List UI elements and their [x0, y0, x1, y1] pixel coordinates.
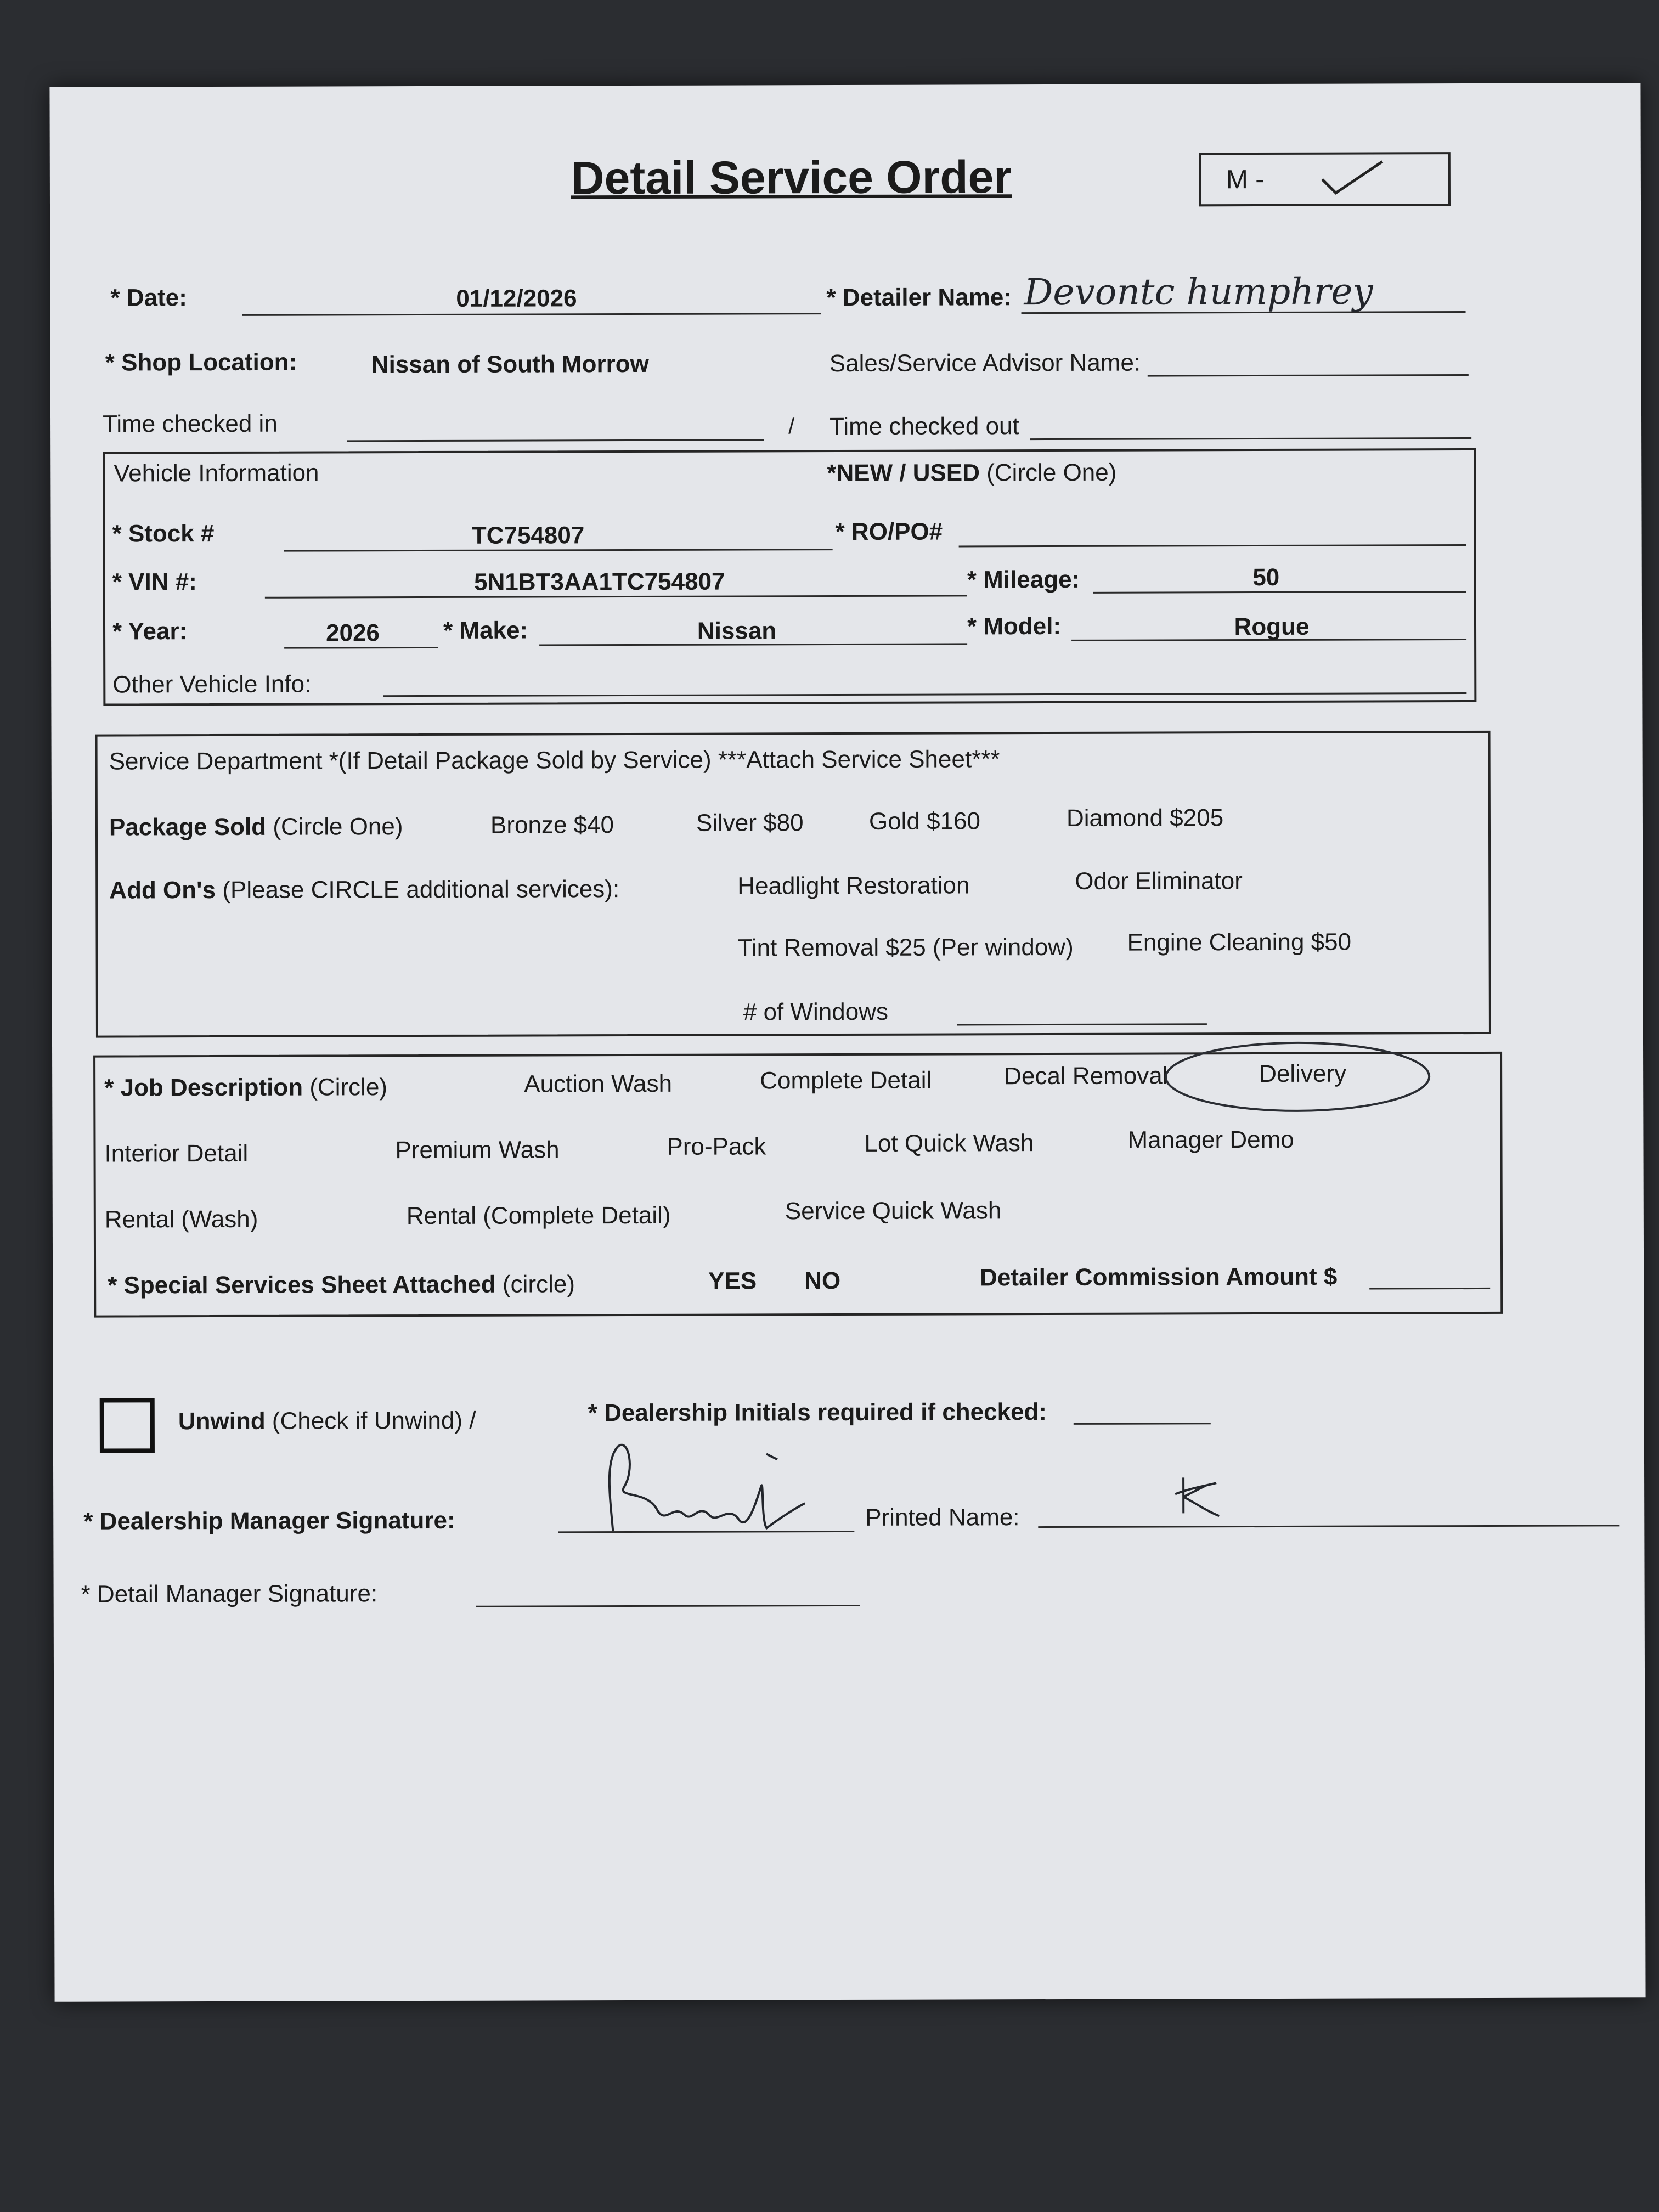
package-silver: Silver $80	[696, 809, 804, 837]
m-box-label: M -	[1226, 165, 1265, 195]
job-auction-wash: Auction Wash	[524, 1070, 673, 1098]
initials-label: * Dealership Initials required if checked:	[588, 1398, 1047, 1427]
addons-note: (Please CIRCLE additional services):	[222, 876, 620, 904]
printed-name-mark	[1167, 1472, 1233, 1521]
form-title: Detail Service Order	[571, 151, 1012, 204]
unwind-label	[178, 1407, 476, 1435]
commission-label: Detailer Commission Amount $	[980, 1263, 1338, 1291]
unwind-note: (Check if Unwind) /	[272, 1407, 476, 1435]
manager-signature-label: * Dealership Manager Signature:	[83, 1506, 455, 1535]
package-gold: Gold $160	[868, 808, 981, 835]
job-delivery: Delivery	[1259, 1060, 1347, 1088]
other-info-label: Other Vehicle Info:	[112, 670, 312, 698]
job-label	[104, 1074, 387, 1102]
service-heading: Service Department *(If Detail Package Sold by Service) ***Attach Service Sheet***	[109, 746, 1000, 775]
job-interior-detail: Interior Detail	[104, 1139, 249, 1167]
addon-engine: Engine Cleaning $50	[1127, 928, 1352, 956]
make-value: Nissan	[697, 617, 777, 645]
job-manager-demo: Manager Demo	[1127, 1126, 1294, 1154]
addon-tint: Tint Removal $25 (Per window)	[737, 933, 1074, 962]
job-complete-detail: Complete Detail	[760, 1066, 932, 1094]
addon-odor: Odor Eliminator	[1075, 867, 1243, 895]
m-box	[1199, 152, 1451, 206]
new-used-note: (Circle One)	[986, 459, 1117, 487]
vin-value: 5N1BT3AA1TC754807	[474, 568, 725, 596]
date-line	[242, 313, 821, 316]
checkmark-icon	[1317, 157, 1388, 201]
make-label: * Make:	[443, 617, 528, 644]
windows-label: # of Windows	[743, 998, 889, 1026]
job-premium-wash: Premium Wash	[395, 1136, 560, 1164]
special-note: (circle)	[502, 1271, 575, 1298]
year-value: 2026	[326, 619, 380, 647]
unwind-bold: Unwind	[178, 1407, 266, 1435]
detail-manager-label: * Detail Manager Signature:	[81, 1580, 378, 1608]
advisor-line	[1148, 374, 1469, 377]
package-bold: Package Sold	[109, 813, 267, 841]
package-label	[109, 813, 403, 841]
ro-label: * RO/PO#	[835, 518, 943, 546]
detailer-handwritten: Devontc humphrey	[1024, 270, 1373, 314]
detail-service-order-sheet	[49, 83, 1645, 2002]
model-value: Rogue	[1234, 613, 1310, 641]
vin-label: * VIN #:	[112, 568, 197, 596]
special-yes: YES	[708, 1267, 757, 1295]
slash: /	[788, 414, 795, 439]
job-rental-complete: Rental (Complete Detail)	[406, 1201, 671, 1230]
shop-value: Nissan of South Morrow	[371, 350, 649, 379]
job-service-quick-wash: Service Quick Wash	[785, 1197, 1002, 1225]
vehicle-heading: Vehicle Information	[114, 459, 319, 487]
special-no: NO	[804, 1267, 841, 1295]
printed-name-line	[1038, 1525, 1620, 1528]
special-services-label	[108, 1271, 575, 1299]
job-pro-pack: Pro-Pack	[667, 1133, 766, 1160]
new-used-label	[827, 459, 1116, 487]
package-note: (Circle One)	[273, 813, 403, 840]
special-bold: * Special Services Sheet Attached	[108, 1271, 496, 1299]
job-lot-quick-wash: Lot Quick Wash	[864, 1130, 1034, 1157]
mileage-value: 50	[1252, 563, 1280, 591]
manager-signature-mark	[596, 1437, 854, 1542]
addon-headlight: Headlight Restoration	[737, 872, 970, 900]
time-out-label: Time checked out	[829, 413, 1019, 441]
job-decal-removal: Decal Removal	[1004, 1062, 1168, 1090]
commission-line	[1369, 1288, 1490, 1290]
date-value: 01/12/2026	[456, 285, 577, 312]
stock-label: * Stock #	[112, 520, 215, 548]
package-diamond: Diamond $205	[1066, 804, 1224, 832]
model-label: * Model:	[967, 612, 1062, 640]
year-label: * Year:	[112, 618, 188, 645]
package-bronze: Bronze $40	[490, 811, 614, 839]
advisor-label: Sales/Service Advisor Name:	[829, 349, 1141, 377]
initials-line	[1074, 1423, 1211, 1425]
detail-manager-line	[476, 1605, 860, 1607]
job-bold: * Job Description	[104, 1074, 303, 1102]
new-used-bold: *NEW / USED	[827, 459, 980, 487]
printed-name-label: Printed Name:	[865, 1504, 1020, 1531]
job-rental-wash: Rental (Wash)	[104, 1205, 258, 1233]
shop-label: * Shop Location:	[105, 348, 297, 376]
stock-value: TC754807	[471, 522, 585, 549]
time-out-line	[1030, 437, 1471, 440]
time-in-label: Time checked in	[102, 410, 278, 438]
date-label: * Date:	[110, 284, 187, 312]
job-note: (Circle)	[309, 1074, 388, 1101]
addons-label	[109, 876, 619, 904]
unwind-checkbox[interactable]	[100, 1398, 155, 1453]
time-in-line	[347, 439, 764, 442]
mileage-label: * Mileage:	[967, 566, 1080, 594]
detailer-label: * Detailer Name:	[826, 284, 1012, 312]
addons-bold: Add On's	[109, 877, 216, 904]
